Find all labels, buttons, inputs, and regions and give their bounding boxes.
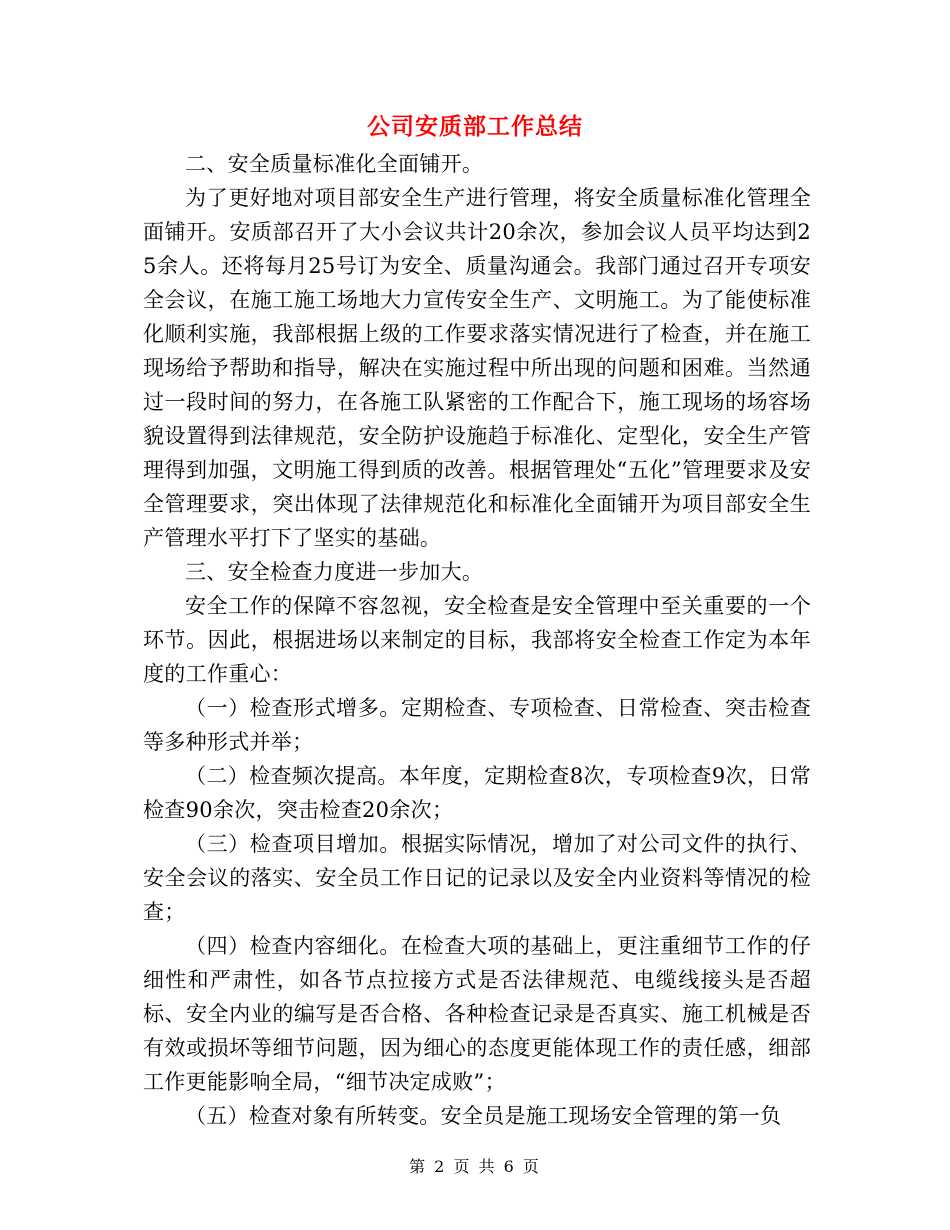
list-item-inspection-frequency: （二）检查频次提高。本年度，定期检查8次，专项检查9次，日常检查90余次，突击检查20余次； [143, 764, 811, 822]
list-item-inspection-forms: （一）检查形式增多。定期检查、专项检查、日常检查、突击检查等多种形式并举； [143, 696, 811, 754]
section-heading-inspection: 三、安全检查力度进一步加大。 [185, 560, 484, 584]
paragraph-standardization: 为了更好地对项目部安全生产进行管理，将安全质量标准化管理全面铺开。安质部召开了大小会议共计20余次，参加会议人员平均达到25余人。还将每月25号订为安全、质量沟通会。我部门通过召开专项安全会议，在施工施工场地大力宣传安全生产、文明施工。为了能使标准化顺利实施，我部根据上级的工作要求落实情况进行了检查，并在施工现场给予帮助和指导，解决在实施过程中所出现的问题和困难。当然通过一段时间的努力，在各施工队紧密的工作配合下，施工现场的场容场貌设置得到法律规范，安全防护设施趋于标准化、定型化，安全生产管理得到加强，文明施工得到质的改善。根据管理处“五化”管理要求及安全管理要求，突出体现了法律规范化和标准化全面铺开为项目部安全生产管理水平打下了坚实的基础。 [143, 186, 811, 550]
paragraph-inspection-intro: 安全工作的保障不容忽视，安全检查是安全管理中至关重要的一个环节。因此，根据进场以来制定的目标，我部将安全检查工作定为本年度的工作重心： [143, 594, 811, 686]
page-footer: 第 2 页 共 6 页 [409, 1157, 541, 1176]
list-item-inspection-details: （四）检查内容细化。在检查大项的基础上，更注重细节工作的仔细性和严肃性，如各节点拉接方式是否法律规范、电缆线接头是否超标、安全内业的编写是否合格、各种检查记录是否真实、施工机械是否有效或损坏等细节问题，因为细心的态度更能体现工作的责任感，细部工作更能影响全局，“细节决定成败”； [143, 934, 811, 1094]
section-heading-standardization: 二、安全质量标准化全面铺开。 [185, 152, 484, 176]
document-body [143, 147, 811, 1133]
list-item-inspection-targets: （五）检查对象有所转变。安全员是施工现场安全管理的第一负 [185, 1104, 782, 1128]
list-item-inspection-items: （三）检查项目增加。根据实际情况，增加了对公司文件的执行、安全会议的落实、安全员工作日记的记录以及安全内业资料等情况的检查； [143, 832, 811, 924]
document-title: 公司安质部工作总结 [367, 113, 583, 140]
